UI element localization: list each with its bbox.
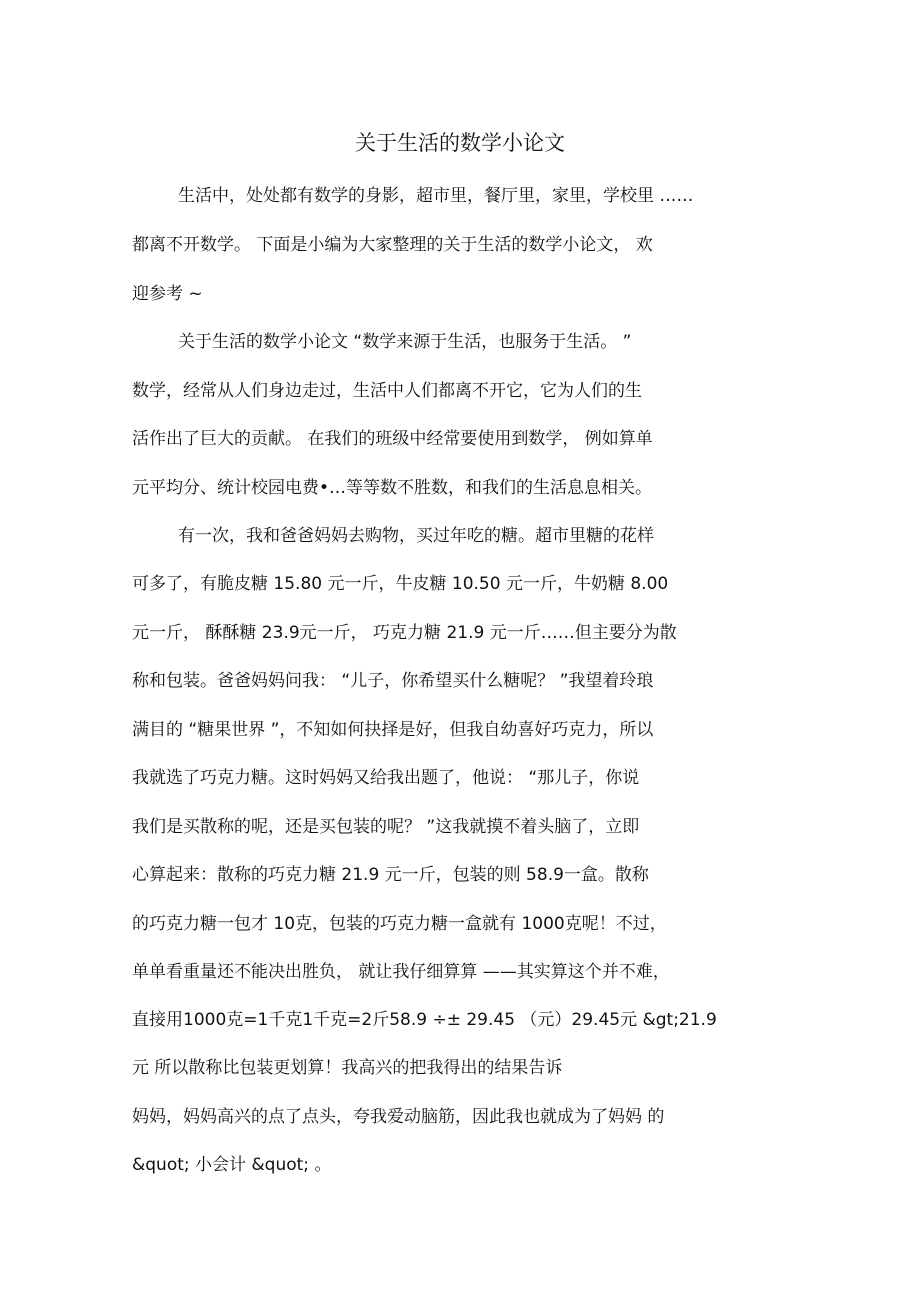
paragraph-line: 心算起来：散称的巧克力糖 21.9 元一斤，包装的则 58.9一盒。散称: [132, 865, 649, 885]
paragraph-line: 我们是买散称的呢，还是买包装的呢？ ”这我就摸不着头脑了，立即: [132, 817, 640, 837]
paragraph-line: 元一斤， 酥酥糖 23.9元一斤， 巧克力糖 21.9 元一斤……但主要分为散: [132, 623, 677, 643]
paragraph-line: 可多了，有脆皮糖 15.80 元一斤，牛皮糖 10.50 元一斤，牛奶糖 8.00: [132, 574, 669, 594]
paragraph-line: 关于生活的数学小论文 “数学来源于生活，也服务于生活。 ”: [178, 332, 632, 352]
document-title: 关于生活的数学小论文: [355, 131, 565, 155]
paragraph-line: 元平均分、统计校园电费•…等等数不胜数，和我们的生活息息相关。: [132, 478, 653, 498]
paragraph-line: 称和包装。爸爸妈妈问我： “儿子，你希望买什么糖呢？ ”我望着玲琅: [132, 671, 654, 691]
paragraph-line: 我就选了巧克力糖。这时妈妈又给我出题了，他说： “那儿子，你说: [132, 768, 640, 788]
paragraph-line: 的巧克力糖一包才 10克，包装的巧克力糖一盒就有 1000克呢！不过，: [132, 914, 667, 934]
paragraph-line: 都离不开数学。 下面是小编为大家整理的关于生活的数学小论文， 欢: [132, 235, 653, 255]
paragraph-line: 单单看重量还不能决出胜负， 就让我仔细算算 ——其实算这个并不难，: [132, 962, 670, 982]
paragraph-line: 生活中，处处都有数学的身影，超市里，餐厅里，家里，学校里 ……: [178, 186, 694, 206]
paragraph-line: 有一次，我和爸爸妈妈去购物，买过年吃的糖。超市里糖的花样: [178, 526, 654, 546]
paragraph-line: 满目的 “糖果世界 ”，不知如何抉择是好，但我自幼喜好巧克力，所以: [132, 720, 654, 740]
paragraph-line: &quot; 小会计 &quot; 。: [132, 1155, 332, 1175]
paragraph-line: 数学，经常从人们身边走过，生活中人们都离不开它，它为人们的生: [132, 381, 642, 401]
paragraph-line: 元 所以散称比包装更划算！我高兴的把我得出的结果告诉: [132, 1058, 563, 1078]
paragraph-line: 迎参考 ~: [132, 284, 203, 304]
paragraph-line: 妈妈，妈妈高兴的点了点头，夸我爱动脑筋，因此我也就成为了妈妈 的: [132, 1107, 665, 1127]
paragraph-line: 直接用1000克=1千克1千克=2斤58.9 ÷± 29.45 （元）29.45元 &gt;21.9: [132, 1010, 717, 1030]
paragraph-line: 活作出了巨大的贡献。 在我们的班级中经常要使用到数学， 例如算单: [132, 429, 653, 449]
